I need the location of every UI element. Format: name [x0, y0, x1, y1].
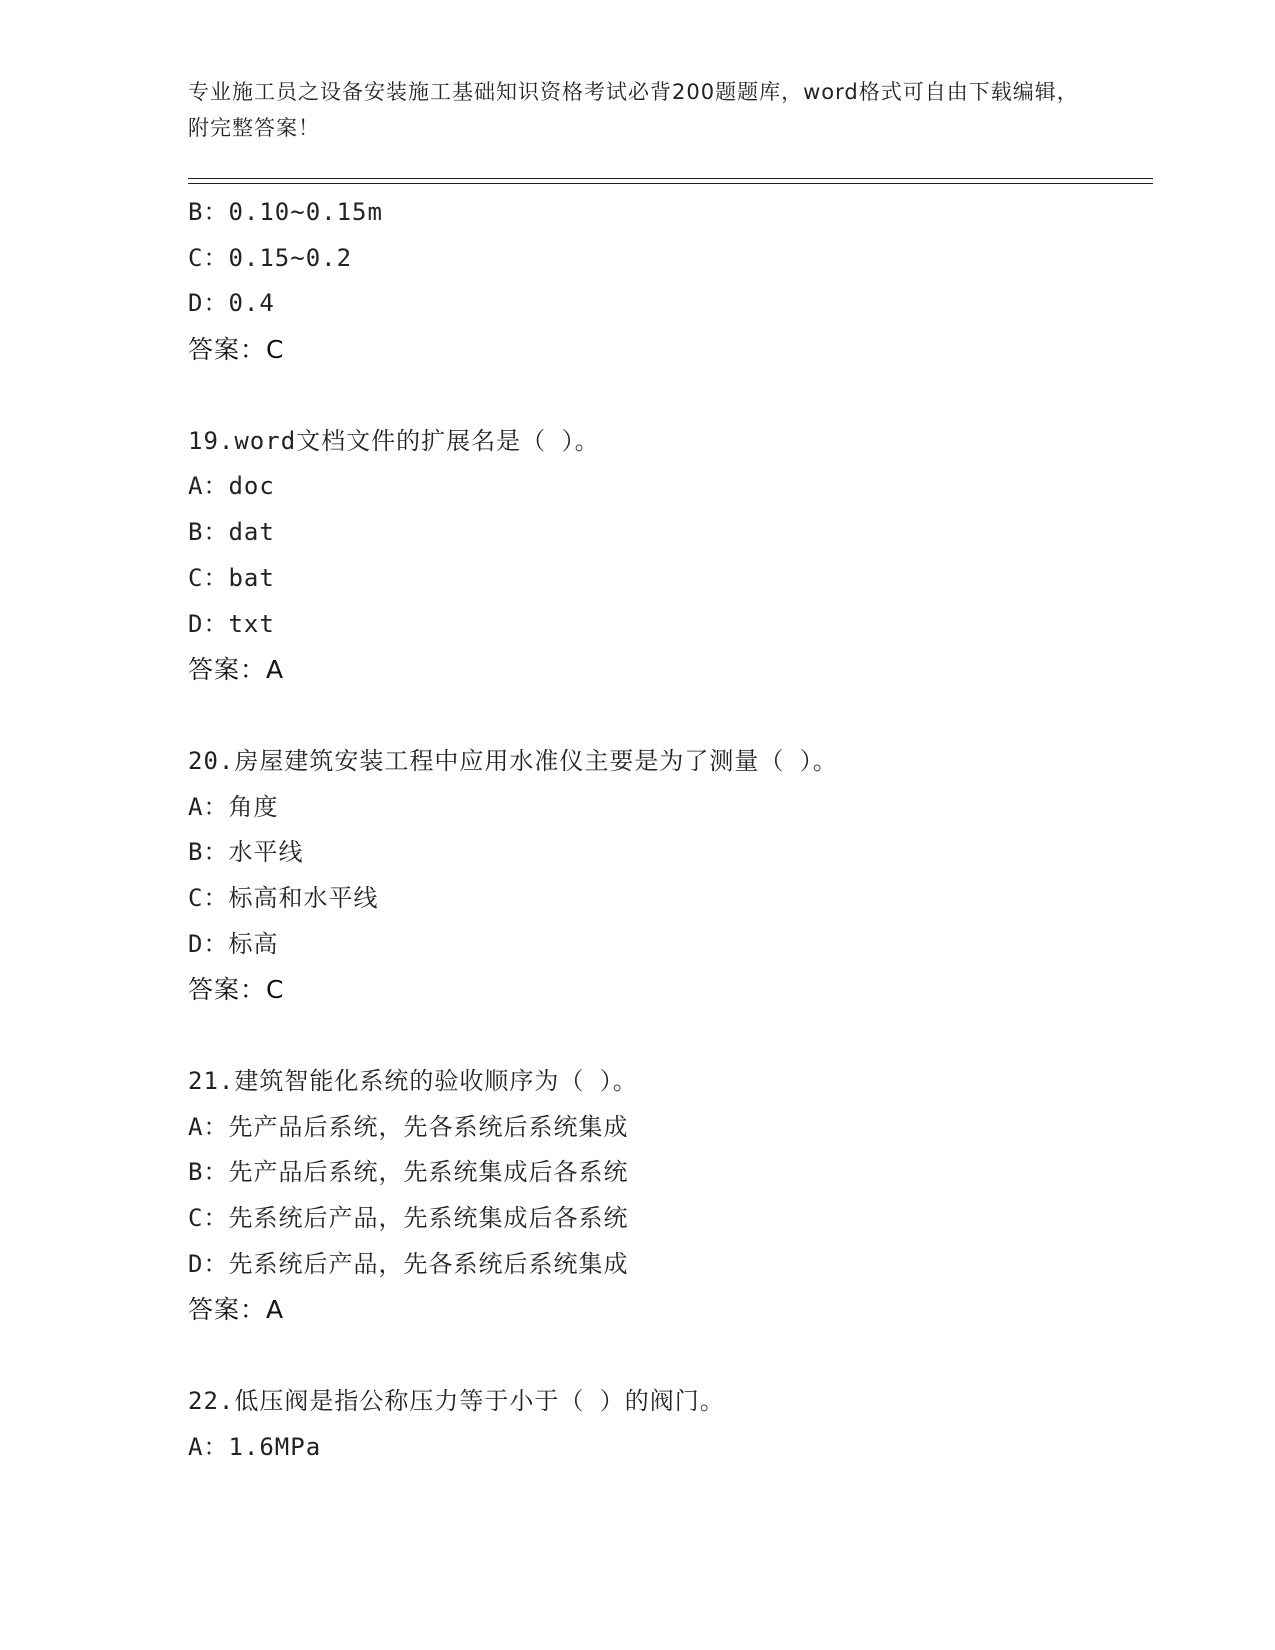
question-18-tail — [188, 190, 1153, 373]
spacer — [188, 373, 1153, 419]
question-22 — [188, 1379, 1153, 1470]
option-a: A：先产品后系统，先各系统后系统集成 — [188, 1112, 629, 1141]
option-a: A：1.6MPa — [188, 1432, 322, 1461]
answer: 答案：A — [188, 655, 285, 685]
question-text: 19.word文档文件的扩展名是（ ）。 — [188, 426, 600, 455]
question-text: 22.低压阀是指公称压力等于小于（ ）的阀门。 — [188, 1387, 725, 1416]
answer: 答案：C — [188, 975, 285, 1005]
option-c: C：先系统后产品，先系统集成后各系统 — [188, 1204, 629, 1233]
option-d: D：标高 — [188, 929, 279, 958]
spacer — [188, 1333, 1153, 1379]
question-text: 21.建筑智能化系统的验收顺序为（ ）。 — [188, 1067, 638, 1095]
option-c: C：0.15~0.2 — [188, 243, 353, 272]
option-a: A：doc — [188, 472, 275, 501]
option-b: B：0.10~0.15m — [188, 198, 383, 226]
question-19 — [188, 419, 1153, 693]
option-a: A：角度 — [188, 792, 279, 821]
option-c: C：bat — [188, 563, 275, 592]
option-d: D：txt — [188, 609, 275, 638]
spacer — [188, 1013, 1153, 1059]
answer: 答案：C — [188, 335, 285, 365]
question-text: 20.房屋建筑安装工程中应用水准仪主要是为了测量（ ）。 — [188, 746, 838, 775]
header-divider-bottom — [188, 183, 1153, 184]
answer: 答案：A — [188, 1295, 285, 1325]
document-header: 专业施工员之设备安装施工基础知识资格考试必背200题题库，word格式可自由下载编辑，附完整答案！ — [188, 80, 1079, 140]
option-b: B：水平线 — [188, 838, 304, 867]
option-b: B：dat — [188, 518, 275, 547]
option-b: B：先产品后系统，先系统集成后各系统 — [188, 1158, 629, 1187]
option-c: C：标高和水平线 — [188, 883, 379, 912]
spacer — [188, 693, 1153, 739]
option-d: D：先系统后产品，先各系统后系统集成 — [188, 1249, 629, 1278]
document-body — [188, 190, 1153, 1471]
header-divider-top — [188, 178, 1153, 179]
question-21 — [188, 1059, 1153, 1333]
question-20 — [188, 739, 1153, 1013]
option-d: D：0.4 — [188, 289, 275, 318]
